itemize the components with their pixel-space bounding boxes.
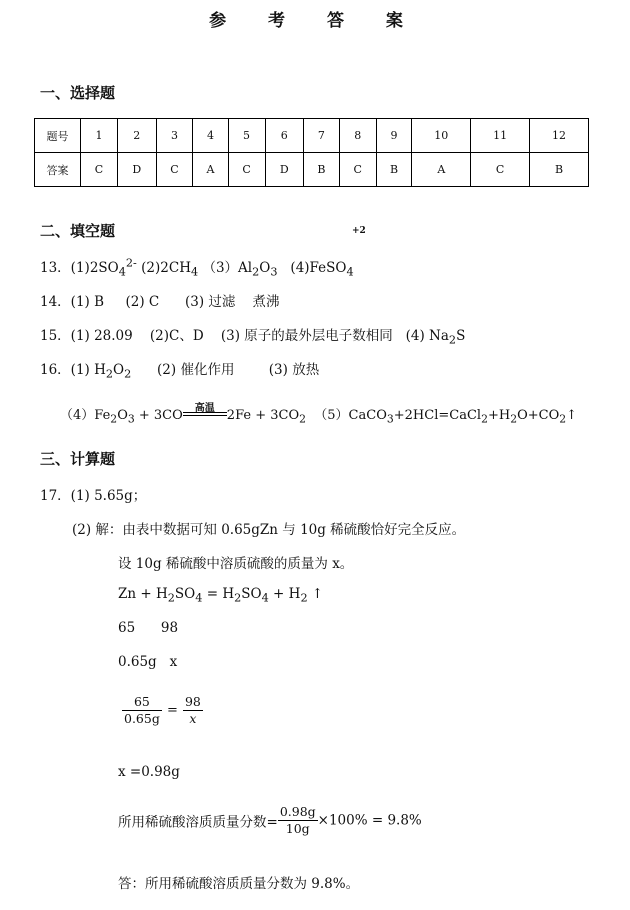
answer-cell: B — [376, 153, 412, 187]
reaction-equation: $Zn + H_2SO_4 = H_2SO_4 + H_2$ ↑ — [118, 586, 324, 605]
section-heading-fill: 二、填空题 — [40, 222, 116, 240]
result-line: x =0.98g — [118, 764, 180, 780]
number-cell: 3 — [156, 119, 193, 153]
percentage-line: 所用稀硫酸溶质质量分数= $\frac{0.98g}{10g}$ ×100% = 9.8% — [118, 804, 422, 836]
row-label-number: 题号 — [35, 119, 81, 153]
number-cell: 2 — [117, 119, 156, 153]
answer-cell: C — [156, 153, 193, 187]
answer-line-15: 15．(1) 28.09 (2)C、D (3) 原子的最外层电子数相同 (4) $Na_2S$ — [40, 328, 466, 347]
section-heading-choice: 一、选择题 — [40, 84, 116, 102]
number-cell: 12 — [530, 119, 589, 153]
answer-line-14: 14．(1) B (2) C (3) 过滤 煮沸 — [40, 294, 280, 310]
answer-cell: B — [304, 153, 340, 187]
fraction-percentage: $\frac{0.98g}{10g}$ — [279, 804, 316, 836]
answer-cell: A — [193, 153, 228, 187]
answer-cell: D — [117, 153, 156, 187]
number-cell: 4 — [193, 119, 228, 153]
answer-cell: C — [471, 153, 530, 187]
answer-line-17-2: (2) 解：由表中数据可知 0.65gZn 与 10g 稀硫酸恰好完全反应。 — [72, 522, 466, 538]
molar-mass-line: 65 98 — [118, 620, 179, 636]
reaction-condition: 高温 — [183, 412, 227, 419]
answer-cell: C — [228, 153, 265, 187]
answer-cell: A — [412, 153, 471, 187]
answer-line-16: 16．(1) $H_2O_2$ (2) 催化作用 (3) 放热 — [40, 362, 320, 381]
number-cell: 7 — [304, 119, 340, 153]
page-title: 参 考 答 案 — [209, 11, 421, 31]
table-row-numbers — [35, 119, 589, 153]
answer-table — [34, 118, 589, 187]
answer-cell: D — [265, 153, 304, 187]
fraction-left: $\frac{65}{0.65g}$ — [124, 694, 160, 726]
number-cell: 10 — [412, 119, 471, 153]
answer-line-16-equations: $(4)Fe_2O_3 + 3CO$ 高温 $2Fe + 3CO_2$ $(5)CaCO_3+2HCl=CaCl_2+H_2O+CO_2↑$ — [60, 403, 578, 426]
number-cell: 6 — [265, 119, 304, 153]
final-answer-line: 答：所用稀硫酸溶质质量分数为 9.8%。 — [118, 876, 360, 892]
section-heading-calc: 三、计算题 — [40, 450, 116, 468]
answer-cell: C — [81, 153, 118, 187]
number-cell: 5 — [228, 119, 265, 153]
answer-cell: B — [530, 153, 589, 187]
assumption-line: 设 10g 稀硫酸中溶质硫酸的质量为 x。 — [118, 556, 354, 572]
row-label-answer: 答案 — [35, 153, 81, 187]
quantity-line: 0.65g x — [118, 654, 178, 670]
gas-arrow-icon: ↑ — [566, 408, 578, 423]
number-cell: 11 — [471, 119, 530, 153]
answer-line-13: 13．$(1)2SO_4^{2-}$ $(2)2CH_4$ $(3)Al_2O_3$ (4)FeSO$_4$ — [40, 256, 354, 279]
table-row-answers — [35, 153, 589, 187]
answer-line-17-1: 17．(1) 5.65g； — [40, 488, 147, 504]
proportion-equation: $\frac{65}{0.65g}$ = $\frac{98}{x}$ — [124, 694, 201, 726]
answer-cell: C — [339, 153, 376, 187]
valence-mark: +2 — [352, 226, 366, 236]
number-cell: 9 — [376, 119, 412, 153]
fraction-right: $\frac{98}{x}$ — [184, 694, 201, 726]
number-cell: 8 — [339, 119, 376, 153]
number-cell: 1 — [81, 119, 118, 153]
